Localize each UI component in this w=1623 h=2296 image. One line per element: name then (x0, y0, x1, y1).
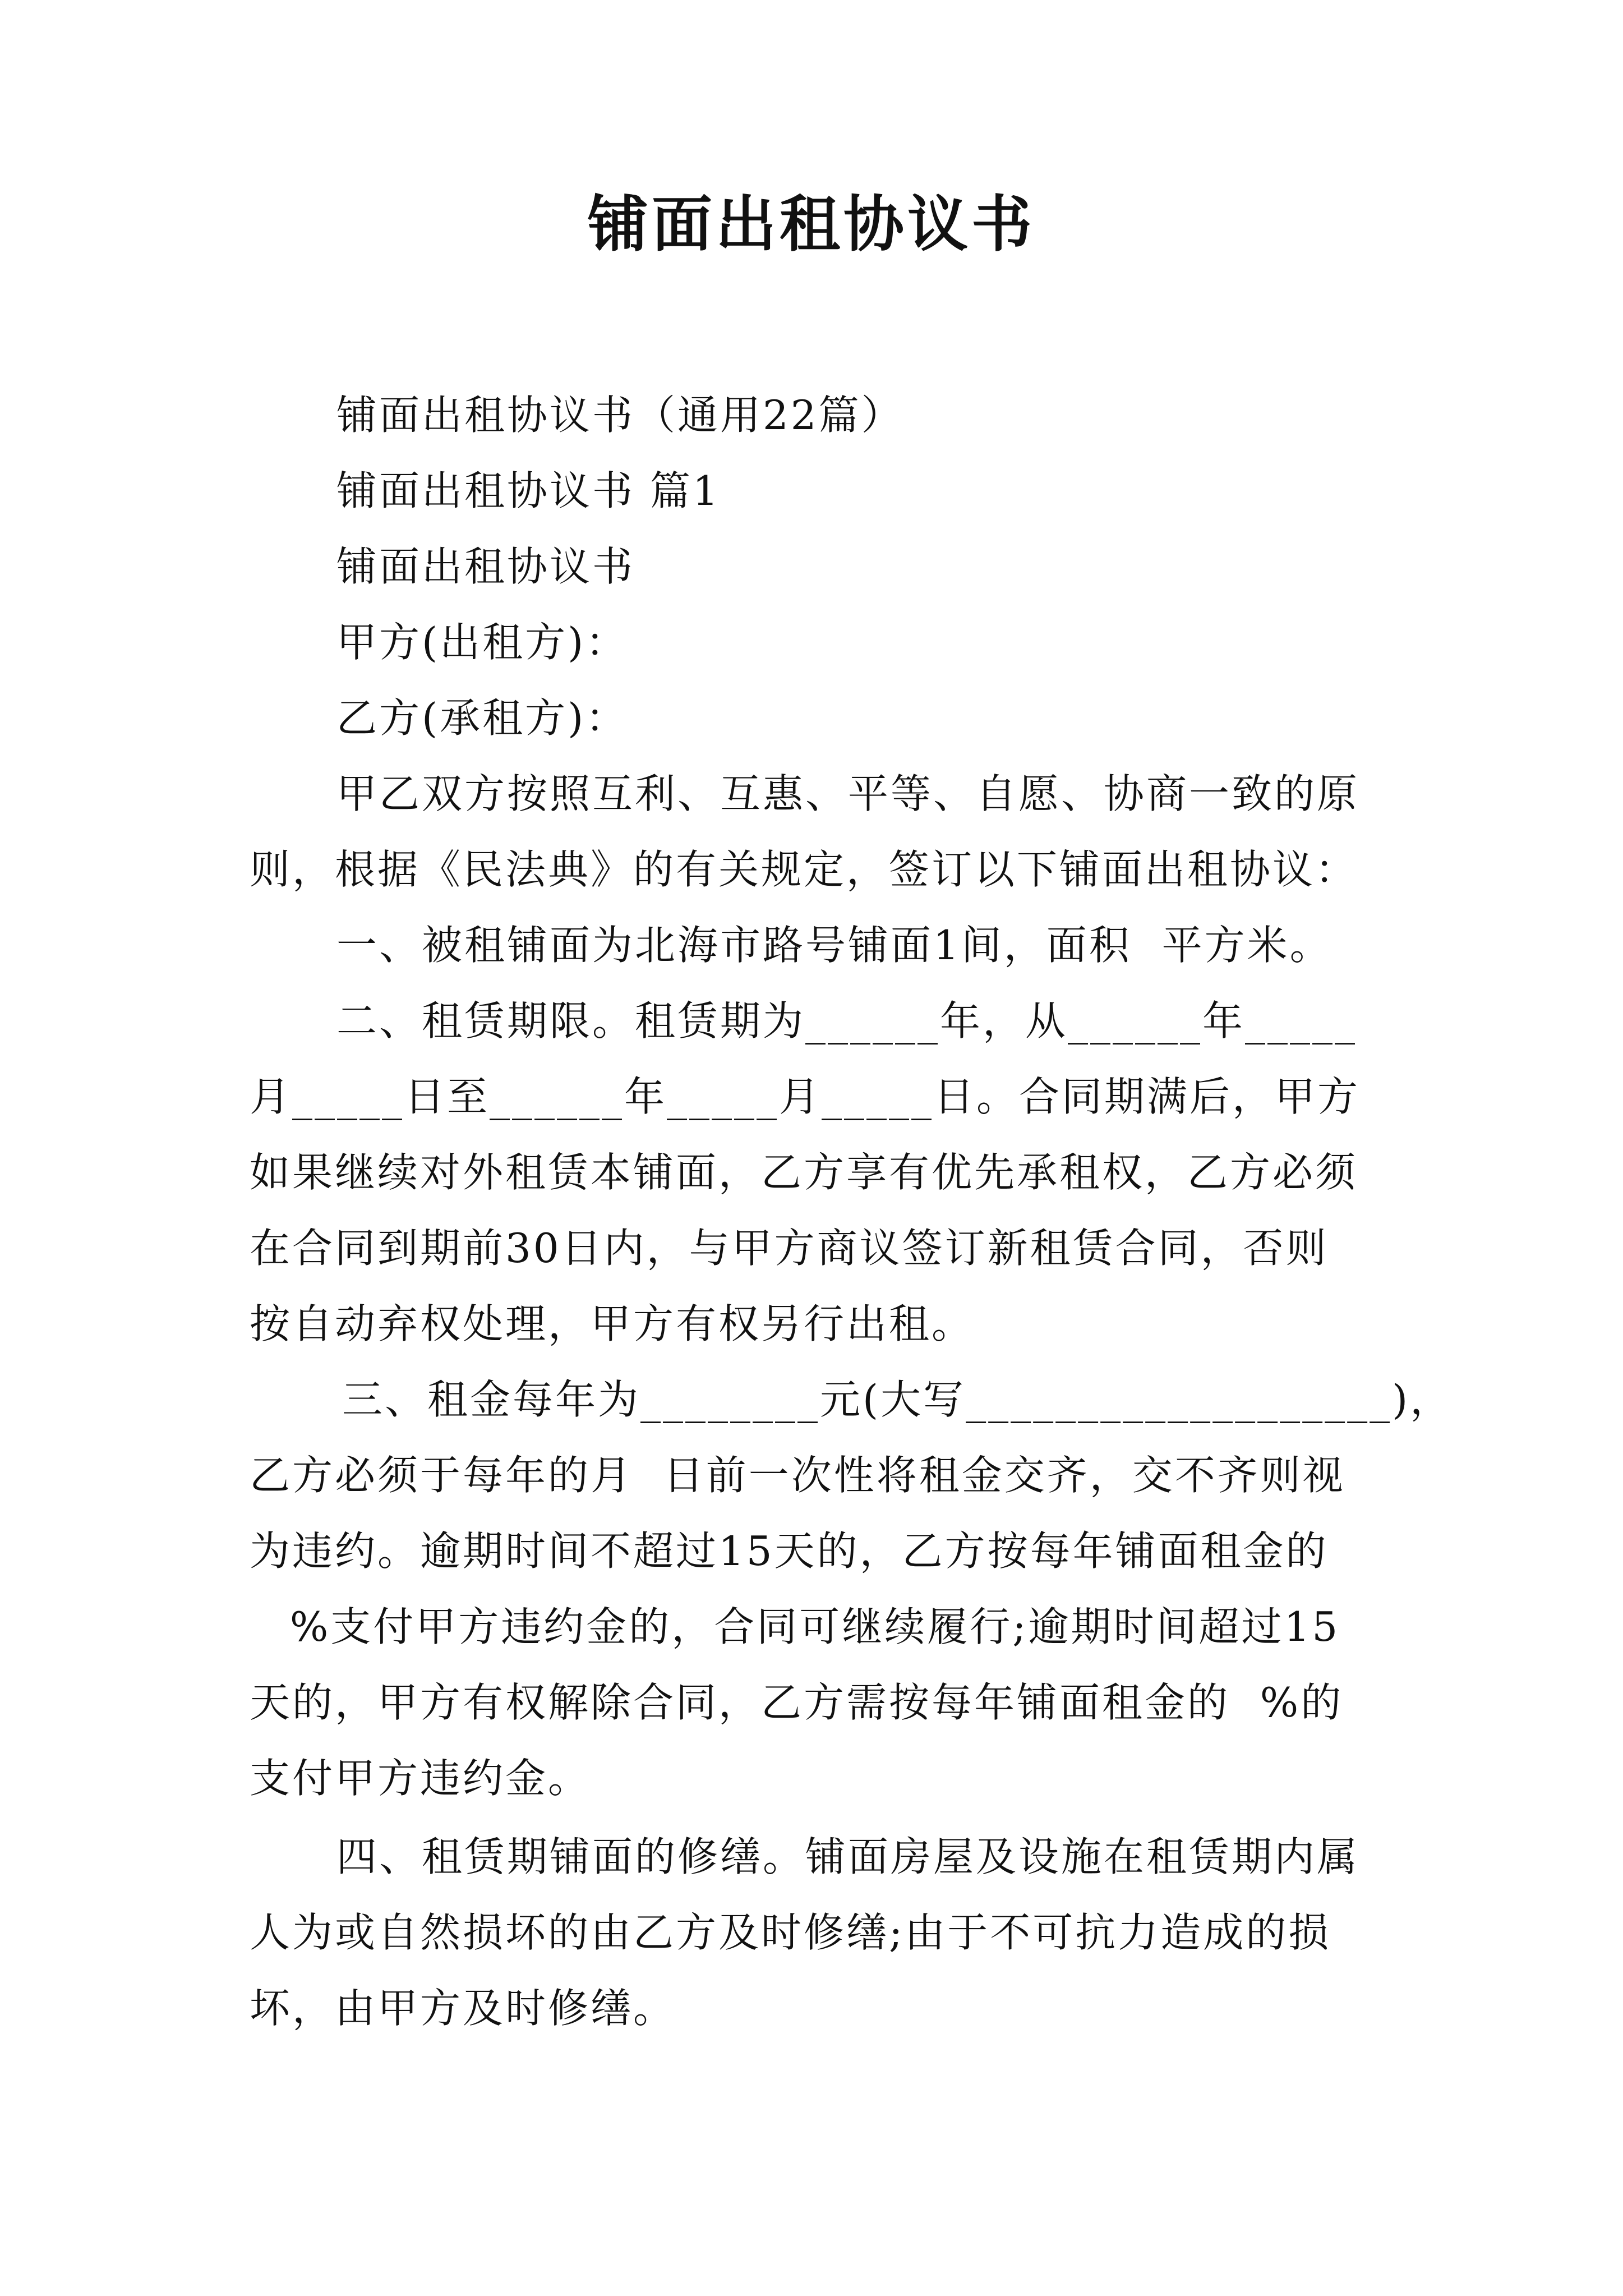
document-title: 铺面出租协议书 (587, 189, 1035, 260)
party-b-line: 乙方(承租方)： (336, 694, 629, 742)
clause-3-line: 三、租金每年为________元(大写___________________)， (342, 1376, 1453, 1423)
paragraph-intro-line: 甲乙双方按照互利、互惠、平等、自愿、协商一致的原 (336, 770, 1360, 817)
clause-4-line: 人为或自然损坏的由乙方及时修缮;由于不可抗力造成的损 (250, 1909, 1331, 1956)
clause-2-line: 如果继续对外租赁本铺面，乙方享有优先承租权，乙方必须 (250, 1149, 1358, 1196)
clause-4-line: 四、租赁期铺面的修缮。铺面房屋及设施在租赁期内属 (336, 1833, 1360, 1880)
clause-2-line: 二、租赁期限。租赁期为______年，从______年_____ (336, 997, 1358, 1045)
subtitle-collection: 铺面出租协议书（通用22篇） (336, 392, 904, 439)
clause-2-line: 月_____日至______年_____月_____日。合同期满后，甲方 (250, 1073, 1361, 1120)
agreement-heading: 铺面出租协议书 (336, 543, 635, 590)
clause-2-line: 按自动弃权处理，甲方有权另行出租。 (250, 1300, 975, 1347)
clause-3-line: 支付甲方违约金。 (250, 1755, 591, 1802)
clause-2-line: 在合同到期前30日内，与甲方商议签订新租赁合同，否则 (250, 1225, 1329, 1272)
clause-1-line: 一、被租铺面为北海市路号铺面1间，面积 平方米。 (336, 922, 1332, 969)
party-a-line: 甲方(出租方)： (336, 619, 629, 666)
clause-3-line: 为违约。逾期时间不超过15天的，乙方按每年铺面租金的 (250, 1527, 1329, 1575)
clause-4-line: 坏，由甲方及时修缮。 (250, 1985, 676, 2032)
clause-3-line: 乙方必须于每年的月 日前一次性将租金交齐，交不齐则视 (250, 1452, 1345, 1499)
paragraph-intro-line: 则，根据《民法典》的有关规定，签订以下铺面出租协议： (250, 846, 1358, 893)
clause-3-line: 天的，甲方有权解除合同，乙方需按每年铺面租金的 %的 (250, 1679, 1344, 1726)
clause-3-line: %支付甲方违约金的，合同可继续履行;逾期时间超过15 (275, 1603, 1340, 1650)
subtitle-part: 铺面出租协议书 篇1 (336, 467, 721, 514)
